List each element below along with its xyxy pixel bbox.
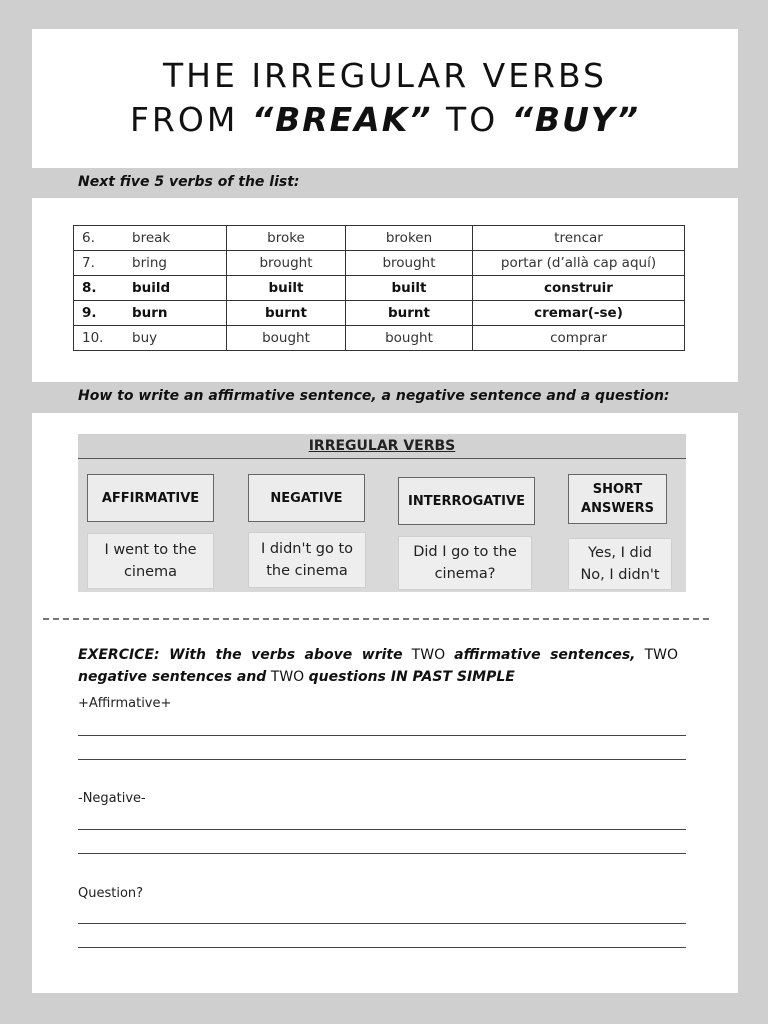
title-word-buy: “BUY” <box>511 100 641 139</box>
verb-translation: comprar <box>473 326 685 351</box>
grammar-header <box>78 434 686 459</box>
dashed-separator <box>43 618 709 620</box>
short-answers-example: Yes, I did No, I didn't <box>568 538 672 590</box>
interrogative-example: Did I go to the cinema? <box>398 536 532 590</box>
verb-base: bring <box>124 251 227 276</box>
verb-translation: cremar(-se) <box>473 301 685 326</box>
exercise-text: EXERCICE: With the verbs above write <box>78 647 403 663</box>
exercise-text: TWO <box>266 669 309 685</box>
verb-participle: bought <box>346 326 473 351</box>
verb-number: 9. <box>74 301 125 326</box>
verb-translation: portar (d’allà cap aquí) <box>473 251 685 276</box>
question-answer-line-1[interactable] <box>78 923 686 924</box>
affirmative-example: I went to the cinema <box>87 533 214 589</box>
exercise-text: questions IN PAST SIMPLE <box>308 669 515 685</box>
title-mid: TO <box>432 100 512 139</box>
verb-participle: brought <box>346 251 473 276</box>
negative-label: NEGATIVE <box>248 474 365 522</box>
negative-example: I didn't go to the cinema <box>248 532 366 588</box>
verb-base: burn <box>124 301 227 326</box>
exercise-instructions <box>78 644 678 688</box>
grammar-box <box>78 434 686 592</box>
verbs-table <box>73 225 685 351</box>
verb-base: build <box>124 276 227 301</box>
question-answer-line-2[interactable] <box>78 947 686 948</box>
grammar-header-text: IRREGULAR VERBS <box>308 438 456 454</box>
verb-number: 7. <box>74 251 125 276</box>
question-prompt: Question? <box>78 886 144 901</box>
verbs-table-panel <box>32 198 738 382</box>
table-row <box>74 251 685 276</box>
verbs-section-label: Next five 5 verbs of the list: <box>78 174 300 190</box>
verb-participle: built <box>346 276 473 301</box>
verb-participle: broken <box>346 226 473 251</box>
verb-past: burnt <box>227 301 346 326</box>
verb-past: broke <box>227 226 346 251</box>
verb-base: buy <box>124 326 227 351</box>
exercise-text: TWO <box>402 647 455 663</box>
title-prefix: FROM <box>129 100 252 139</box>
verb-number: 10. <box>74 326 125 351</box>
verb-past: bought <box>227 326 346 351</box>
title-panel <box>32 29 738 168</box>
affirmative-answer-line-2[interactable] <box>78 759 686 760</box>
exercise-text: negative sentences and <box>78 669 267 685</box>
affirmative-answer-line-1[interactable] <box>78 735 686 736</box>
verb-translation: trencar <box>473 226 685 251</box>
table-row <box>74 276 685 301</box>
table-row <box>74 301 685 326</box>
verb-past: brought <box>227 251 346 276</box>
grammar-section-label: How to write an affirmative sentence, a negative sentence and a question: <box>78 388 670 404</box>
table-row <box>74 326 685 351</box>
title-line-2 <box>32 100 738 139</box>
affirmative-label: AFFIRMATIVE <box>87 474 214 522</box>
verb-past: built <box>227 276 346 301</box>
interrogative-label: INTERROGATIVE <box>398 477 535 525</box>
verb-translation: construir <box>473 276 685 301</box>
verb-number: 8. <box>74 276 125 301</box>
title-line-1: THE IRREGULAR VERBS <box>163 56 607 95</box>
negative-prompt: -Negative- <box>78 791 146 806</box>
affirmative-prompt: +Affirmative+ <box>78 696 172 711</box>
verb-participle: burnt <box>346 301 473 326</box>
negative-answer-line-1[interactable] <box>78 829 686 830</box>
table-row <box>74 226 685 251</box>
verb-number: 6. <box>74 226 125 251</box>
title-word-break: “BREAK” <box>251 100 433 139</box>
negative-answer-line-2[interactable] <box>78 853 686 854</box>
short-answers-label: SHORT ANSWERS <box>568 474 667 524</box>
exercise-text: affirmative sentences, <box>454 647 636 663</box>
verb-base: break <box>124 226 227 251</box>
exercise-text: TWO <box>635 647 678 663</box>
